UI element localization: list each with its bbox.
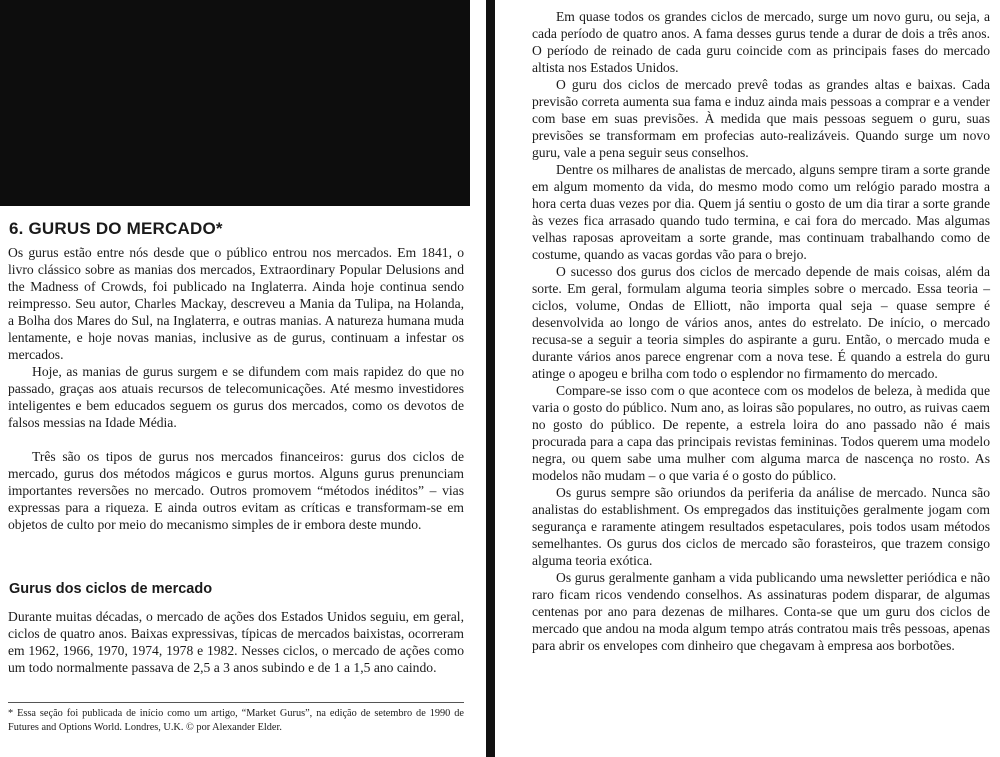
section-text xyxy=(8,608,464,676)
types-text xyxy=(8,448,464,533)
paragraph: Dentre os milhares de analistas de mercado, alguns sempre tiram a sorte grande em algum momento da vida, do mesmo modo como um relógio parado mostra a hora certa duas vezes por dia. Quem já sentiu o gosto de um dia tirar a sorte grande às vezes fica arrasado quando tudo termina, e cai fora do mercado. Mas algumas velhas raposas aproveitam a sorte grande, mas continuam trabalhando como de costume, quando as vacas gordas vão para o brejo. xyxy=(532,162,990,262)
paragraph: Compare-se isso com o que acontece com os modelos de beleza, à medida que varia o gosto do público. Num ano, as loiras são populares, no outro, as ruivas caem no gosto do público. De repente, a estrela loira do ano passado não é mais procurada para a capa das principais revistas femininas. Todos querem uma modelo negra, ou quem sabe uma mulher com alguma marca de nascença no rosto. As modelos não mudam – o que varia é o gosto do público. xyxy=(532,383,990,483)
footnote-divider xyxy=(8,702,464,703)
right-page xyxy=(532,8,990,654)
paragraph: Hoje, as manias de gurus surgem e se difundem com mais rapidez do que no passado, graças aos atuais recursos de telecomunicações. Até mesmo investidores inteligentes e bem educados seguem os gurus dos mercados, como os devotos de falsos messias na Idade Média. xyxy=(8,364,464,430)
paragraph: Os gurus geralmente ganham a vida publicando uma newsletter periódica e não raro ficam ricos vendendo conselhos. As assinaturas podem disparar, de algumas centenas por ano para dezenas de milhares. Conta-se que um guru dos ciclos de mercado que andou na moda algum tempo atrás contratou mais três pessoas, apenas para abrir os envelopes com dinheiro que chegavam à empresa aos borbotões. xyxy=(532,570,990,653)
chapter-title: 6. GURUS DO MERCADO* xyxy=(9,219,223,238)
left-page xyxy=(0,0,476,757)
paragraph: Os gurus sempre são oriundos da periferia da análise de mercado. Nunca são analistas do establishment. Os empregados das instituições geralmente jogam com segurança e raramente atingem resultados espetaculares, pois todos usam métodos semelhantes. Os gurus dos ciclos de mercado são forasteiros, que trazem consigo alguma teoria exótica. xyxy=(532,485,990,568)
book-gutter xyxy=(486,0,495,757)
paragraph: O sucesso dos gurus dos ciclos de mercado depende de mais coisas, além da sorte. Em geral, formulam alguma teoria simples sobre o mercado. Essa teoria – ciclos, volume, Ondas de Elliott, não importa qual seja – quase sempre é desenvolvida ao longo de vários anos, antes do estrelato. De início, o mercado recusa-se a seguir a teoria simples do aspirante a guru. Então, o mercado muda e durante vários anos parece engrenar com a nova tese. É quando a estrela do guru atinge o apogeu e brilha com todo o esplendor no firmamento do mercado. xyxy=(532,264,990,381)
footnote: * Essa seção foi publicada de início como um artigo, “Market Gurus”, na edição de setembro de 1990 de Futures and Options World. Londres, U.K. © por Alexander Elder. xyxy=(8,708,464,733)
black-image-block xyxy=(0,0,470,206)
paragraph: Em quase todos os grandes ciclos de mercado, surge um novo guru, ou seja, a cada período de quatro anos. A fama desses gurus tende a durar de dois a três anos. O período de reinado de cada guru coincide com as principais fases do mercado altista nos Estados Unidos. xyxy=(532,9,990,75)
paragraph: O guru dos ciclos de mercado prevê todas as grandes altas e baixas. Cada previsão correta aumenta sua fama e induz ainda mais pessoas a comprar e a vender com base em suas previsões. À medida que mais pessoas seguem o guru, suas previsões se transformam em profecias auto-realizáveis. Quando surge um novo guru, vale a pena seguir seus conselhos. xyxy=(532,77,990,160)
paragraph: Durante muitas décadas, o mercado de ações dos Estados Unidos seguiu, em geral, ciclos de quatro anos. Baixas expressivas, típicas de mercados baixistas, ocorreram em 1962, 1966, 1970, 1974, 1978 e 1982. Nesses ciclos, o mercado de ações como um todo normalmente passava de 2,5 a 3 anos subindo e de 1 a 1,5 ano caindo. xyxy=(8,609,464,675)
section-title: Gurus dos ciclos de mercado xyxy=(9,581,213,597)
intro-text xyxy=(8,244,464,431)
paragraph: Os gurus estão entre nós desde que o público entrou nos mercados. Em 1841, o livro clássico sobre as manias dos mercados, Extraordinary Popular Delusions and the Madness of Crowds, foi publicado na Inglaterra. Ainda hoje continua sendo reimpresso. Seu autor, Charles Mackay, descreveu a Mania da Tulipa, na Holanda, a Bolha dos Mares do Sul, na Inglaterra, e outras manias. A natureza humana muda lentamente, e hoje novas manias, inclusive as de gurus, continuam a infestar os mercados. xyxy=(8,245,464,362)
paragraph: Três são os tipos de gurus nos mercados financeiros: gurus dos ciclos de mercado, gurus dos métodos mágicos e gurus mortos. Alguns gurus prenunciam importantes reversões no mercado. Outros promovem “métodos inéditos” – vias expressas para a riqueza. E ainda outros evitam as críticas e transformam-se em objetos de culto por meio do mecanismo simples de ir embora deste mundo. xyxy=(8,449,464,532)
